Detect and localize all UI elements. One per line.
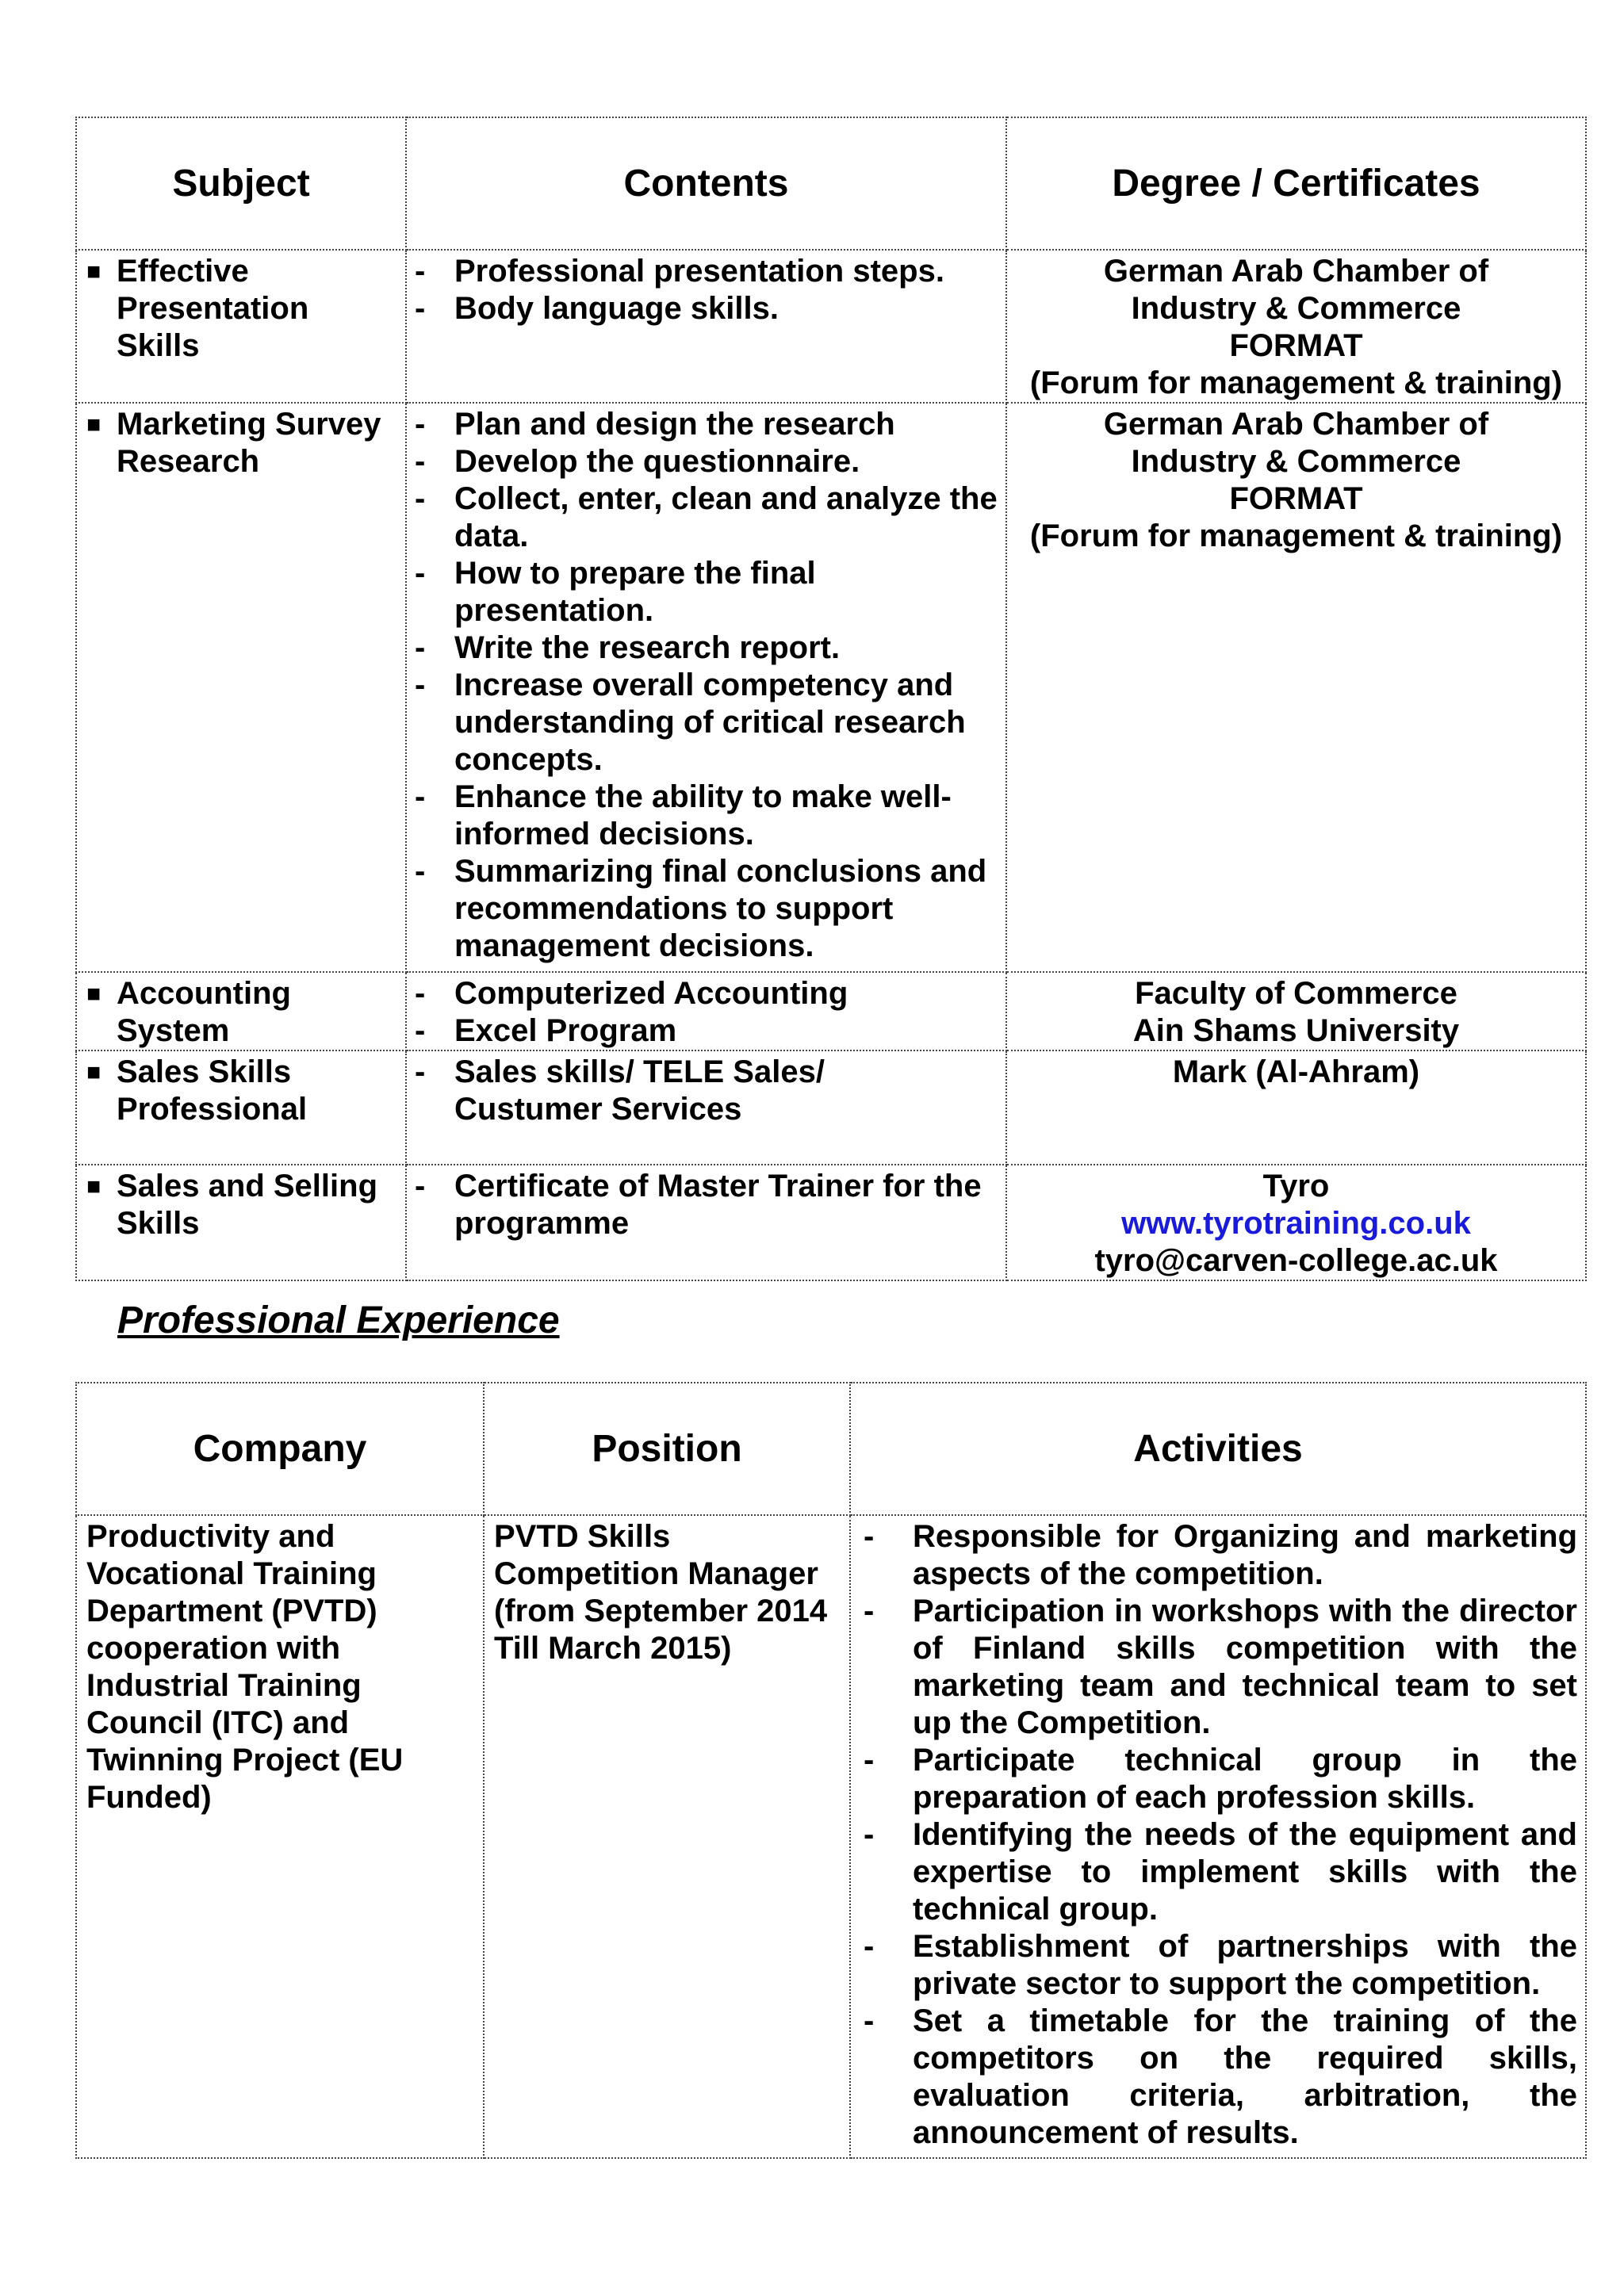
list-item: - Establishment of partnerships with the private sector to support the competition. (864, 1929, 1577, 2001)
header-activities: Activities (850, 1383, 1586, 1515)
header-degree: Degree / Certificates (1006, 117, 1586, 250)
subject-label: Effective Presentation Skills (117, 254, 309, 363)
list-item: - Collect, enter, clean and analyze the data. (415, 481, 998, 553)
section-title: Professional Experience (117, 1299, 560, 1341)
website-link[interactable]: www.tyrotraining.co.uk (1121, 1206, 1471, 1241)
degree-cell (1006, 403, 1586, 972)
experience-table (75, 1382, 1587, 2159)
position-text: PVTD Skills Competition Manager (from September 2014 Till March 2015) (494, 1519, 828, 1666)
degree-line: FORMAT (1229, 328, 1363, 363)
degree-cell (1006, 1165, 1586, 1280)
experience-header-row (76, 1383, 1586, 1515)
list-item: - Enhance the ability to make well-informed decisions. (415, 779, 952, 851)
list-item: - Write the research report. (415, 630, 841, 665)
list-item: - Sales skills/ TELE Sales/ Custumer Services (415, 1054, 825, 1127)
degree-cell (1006, 972, 1586, 1050)
training-header-row (76, 117, 1586, 250)
subject-label: Sales Skills Professional (117, 1054, 308, 1127)
training-table (75, 117, 1587, 1281)
list-item: - Participation in workshops with the director of Finland skills competition with the marketing team and technical team to set up the Competition. (864, 1594, 1577, 1740)
degree-line: German Arab Chamber of Industry & Commerce (1103, 407, 1489, 479)
bullet-icon: ■ (86, 258, 102, 285)
table-row (76, 1165, 1586, 1280)
degree-name: Tyro (1262, 1169, 1330, 1203)
degree-line: (Forum for management & training) (1029, 519, 1563, 553)
subject-cell (76, 250, 406, 403)
degree-line: Faculty of Commerce (1135, 976, 1457, 1011)
list-item: - Body language skills. (415, 291, 779, 326)
subject-label: Accounting System (117, 976, 291, 1048)
contents-cell (406, 1165, 1006, 1280)
company-text: Productivity and Vocational Training Department (PVTD) cooperation with Industrial Training Council (ITC) and Twinning Project (EU Funded) (86, 1519, 404, 1815)
position-cell (484, 1515, 850, 2158)
degree-line: Ain Shams University (1132, 1013, 1460, 1048)
list-item: - Responsible for Organizing and marketing aspects of the competition. (864, 1519, 1577, 1591)
contents-cell (406, 1050, 1006, 1165)
subject-cell (76, 972, 406, 1050)
list-item: - Professional presentation steps. (415, 254, 944, 289)
header-contents: Contents (406, 117, 1006, 250)
bullet-icon: ■ (86, 411, 102, 438)
list-item: - Identifying the needs of the equipment and expertise to implement skills with the technical group. (864, 1817, 1577, 1927)
degree-line: FORMAT (1229, 481, 1363, 516)
table-row (76, 1515, 1586, 2158)
list-item: - Summarizing final conclusions and recommendations to support management decisions. (415, 854, 987, 963)
bullet-icon: ■ (86, 1059, 102, 1085)
list-item: - Develop the questionnaire. (415, 444, 860, 479)
list-item: - Plan and design the research (415, 407, 895, 442)
header-company: Company (76, 1383, 484, 1515)
subject-cell (76, 1165, 406, 1280)
degree-line: German Arab Chamber of Industry & Commerce (1103, 254, 1489, 326)
header-subject: Subject (76, 117, 406, 250)
list-item: - Participate technical group in the preparation of each profession skills. (864, 1743, 1577, 1815)
table-row (76, 1050, 1586, 1165)
subject-label: Marketing Survey Research (117, 407, 381, 479)
subject-cell (76, 403, 406, 972)
degree-line: (Forum for management & training) (1029, 365, 1563, 400)
header-position: Position (484, 1383, 850, 1515)
list-item: - Increase overall competency and understanding of critical research concepts. (415, 668, 966, 777)
list-item: - How to prepare the final presentation. (415, 556, 816, 628)
bullet-icon: ■ (86, 1173, 102, 1200)
activities-cell (850, 1515, 1586, 2158)
list-item: - Set a timetable for the training of the competitors on the required skills, evaluation criteria, arbitration, the announcement of results. (864, 2003, 1577, 2150)
contents-cell (406, 250, 1006, 403)
company-cell (76, 1515, 484, 2158)
email-text: tyro@carven-college.ac.uk (1094, 1243, 1498, 1278)
table-row (76, 403, 1586, 972)
degree-line: Mark (Al-Ahram) (1172, 1054, 1420, 1089)
bullet-icon: ■ (86, 981, 102, 1007)
degree-cell (1006, 1050, 1586, 1165)
contents-cell (406, 403, 1006, 972)
contents-cell (406, 972, 1006, 1050)
table-row (76, 972, 1586, 1050)
subject-cell (76, 1050, 406, 1165)
list-item: - Certificate of Master Trainer for the programme (415, 1169, 982, 1241)
list-item: - Computerized Accounting (415, 976, 848, 1011)
table-row (76, 250, 1586, 403)
subject-label: Sales and Selling Skills (117, 1169, 378, 1241)
list-item: - Excel Program (415, 1013, 677, 1048)
degree-cell (1006, 250, 1586, 403)
